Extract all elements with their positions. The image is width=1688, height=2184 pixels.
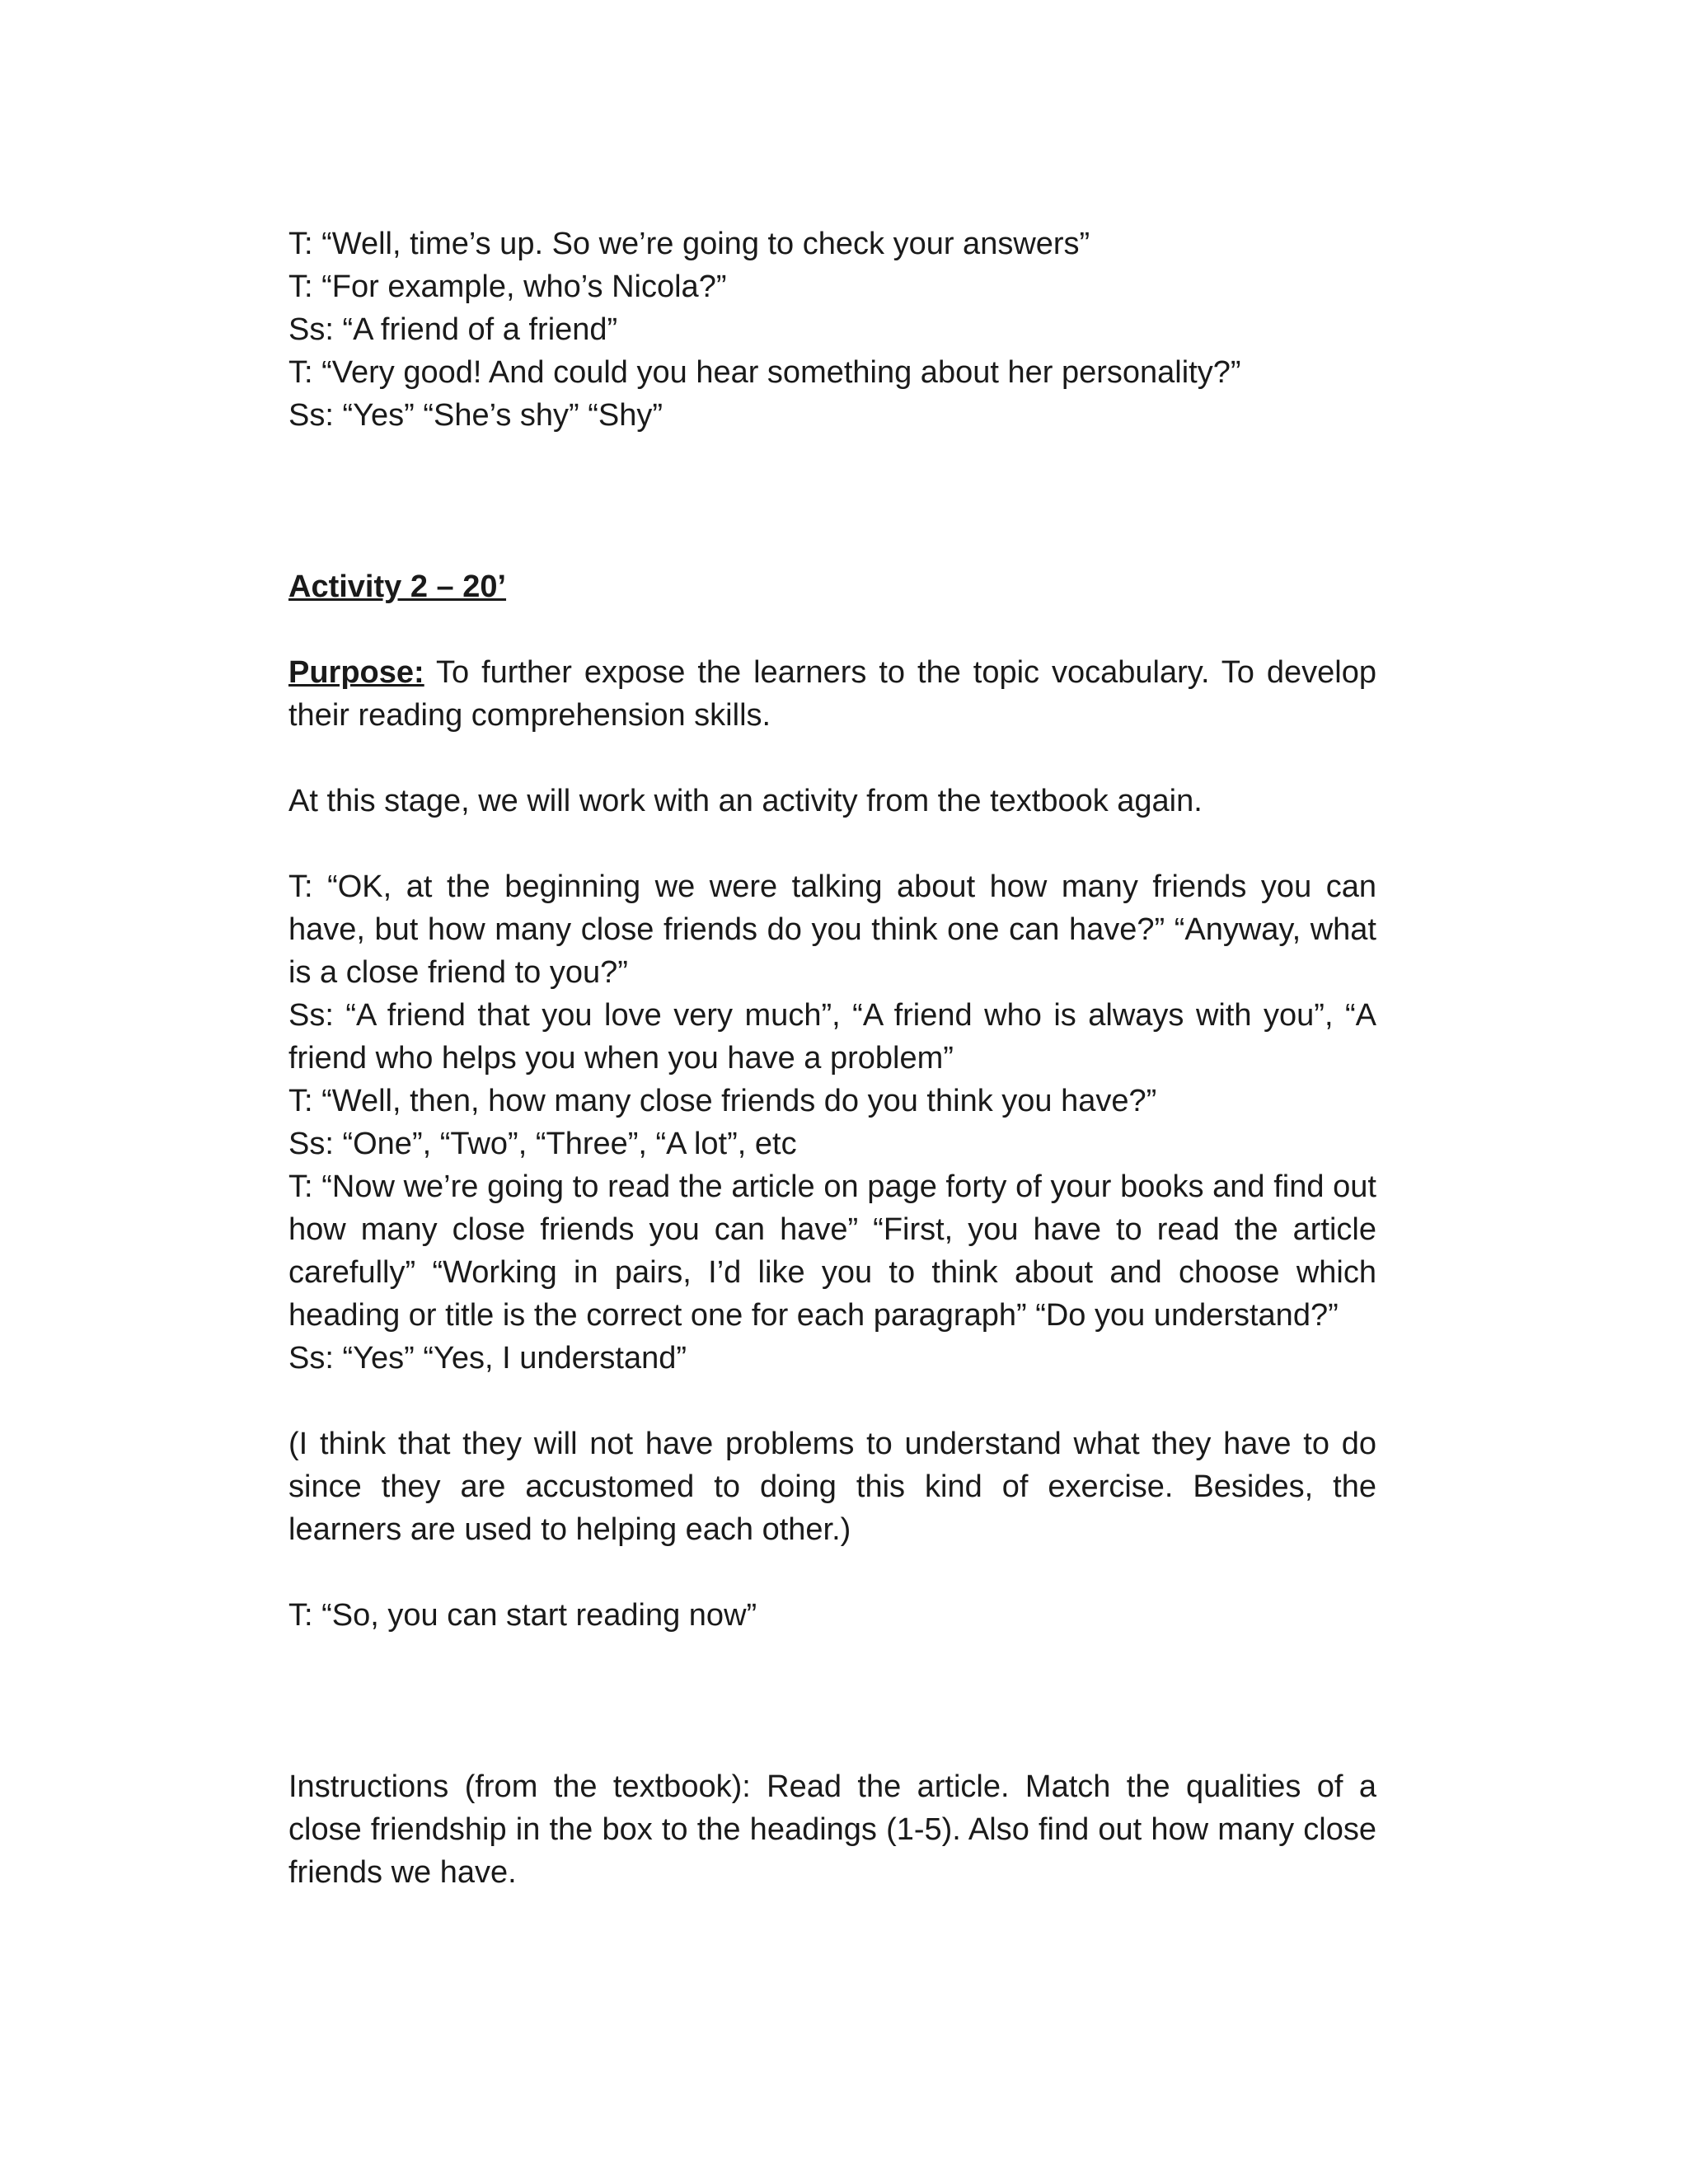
- dialogue-line: T: “For example, who’s Nicola?”: [288, 269, 727, 304]
- dialogue-line: Ss: “A friend of a friend”: [288, 312, 618, 347]
- teacher-comment: (I think that they will not have problems to understand what they have to do since they are accustomed to doing this kind of exercise. Besides, the learners are used to helping each other.): [288, 1427, 1376, 1547]
- instructions-paragraph: Instructions (from the textbook): Read the article. Match the qualities of a close friendship in the box to the headings (1-5). Also find out how many close friends we have.: [288, 1769, 1376, 1890]
- spacer: [288, 823, 1376, 865]
- spacer: [288, 608, 1376, 651]
- dialogue-line: T: “Well, time’s up. So we’re going to check your answers”: [288, 227, 1090, 261]
- dialogue-paragraph: Ss: “A friend that you love very much”, “A friend who is always with you”, “A friend who helps you when you have a problem”: [288, 998, 1376, 1076]
- spacer: [288, 737, 1376, 780]
- dialogue-paragraph: T: “Well, then, how many close friends do you think you have?”: [288, 1084, 1157, 1118]
- dialogue-line: T: “Very good! And could you hear something about her personality?”: [288, 355, 1241, 390]
- purpose-paragraph: [288, 651, 1376, 737]
- document-body: [288, 223, 1376, 1894]
- spacer: [288, 437, 1376, 565]
- activity-heading: Activity 2 – 20’: [288, 569, 507, 604]
- spacer: [288, 1551, 1376, 1594]
- spacer: [288, 1637, 1376, 1765]
- dialogue-paragraph: T: “So, you can start reading now”: [288, 1598, 757, 1633]
- stage-note: At this stage, we will work with an activity from the textbook again.: [288, 784, 1203, 818]
- purpose-text: To further expose the learners to the topic vocabulary. To develop their reading comprehension skills.: [288, 655, 1376, 733]
- dialogue-line: Ss: “Yes” “She’s shy” “Shy”: [288, 398, 663, 433]
- dialogue-paragraph: T: “Now we’re going to read the article on page forty of your books and find out how many close friends you can have” “First, you have to read the article carefully” “Working in pairs, I’d like you to think about and choose which heading or title is the correct one for each paragraph” “Do you understand?”: [288, 1169, 1376, 1333]
- purpose-label: Purpose:: [288, 655, 424, 690]
- dialogue-paragraph: Ss: “One”, “Two”, “Three”, “A lot”, etc: [288, 1127, 797, 1161]
- dialogue-paragraph: Ss: “Yes” “Yes, I understand”: [288, 1341, 687, 1376]
- spacer: [288, 1380, 1376, 1422]
- dialogue-paragraph: T: “OK, at the beginning we were talking about how many friends you can have, but how many close friends do you think one can have?” “Anyway, what is a close friend to you?”: [288, 869, 1376, 990]
